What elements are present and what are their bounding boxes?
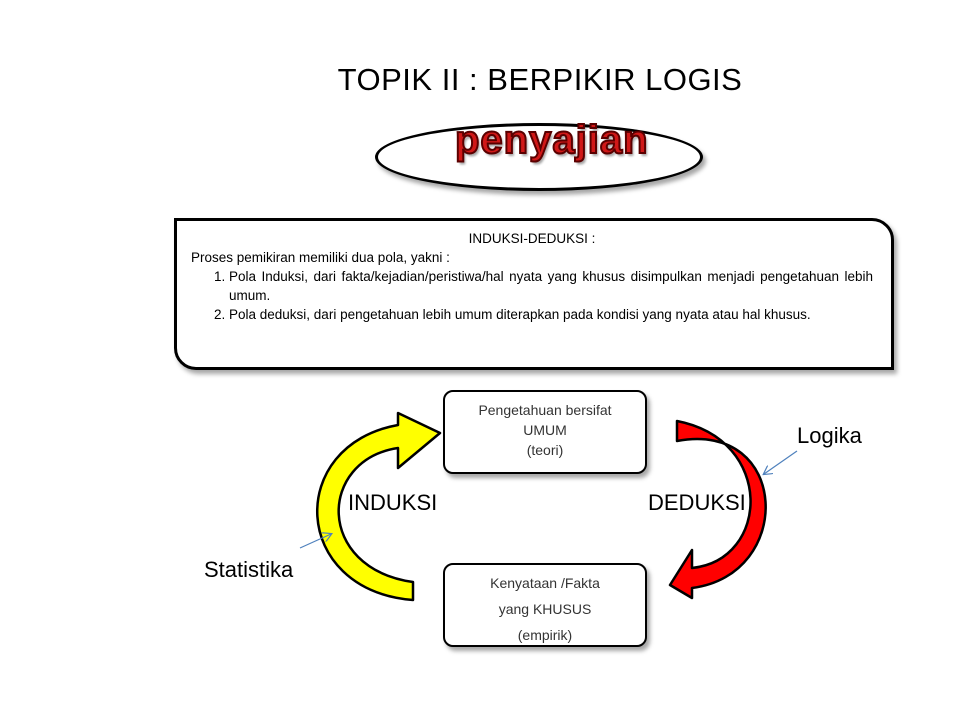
- induksi-label: INDUKSI: [348, 490, 438, 515]
- page-title: TOPIK II : BERPIKIR LOGIS: [337, 62, 743, 97]
- general-knowledge-box: [443, 390, 647, 474]
- penyajian-label: penyajian: [455, 118, 649, 162]
- logika-pointer-arrow: [764, 451, 797, 474]
- logika-label: Logika: [797, 423, 862, 448]
- specific-fact-line3: (empirik): [517, 627, 573, 643]
- specific-fact-line2: yang KHUSUS: [498, 601, 592, 617]
- definition-item-deduksi: 2. Pola deduksi, dari pengetahuan lebih umum diterapkan pada kondisi yang nyata atau hal khusus.: [229, 305, 873, 324]
- specific-fact-line1: Kenyataan /Fakta: [490, 575, 600, 591]
- definition-intro: Proses pemikiran memiliki dua pola, yakni :: [191, 250, 450, 265]
- deduksi-label: DEDUKSI: [648, 490, 746, 515]
- general-knowledge-line3: (teori): [526, 442, 564, 458]
- definition-heading: INDUKSI-DEDUKSI :: [468, 231, 596, 246]
- statistika-label: Statistika: [204, 557, 294, 582]
- specific-fact-box: [443, 563, 647, 647]
- definition-item-induksi: 1. Pola Induksi, dari fakta/kejadian/peristiwa/hal nyata yang khusus disimpulkan menjadi pengetahuan lebih umum.: [229, 267, 873, 305]
- general-knowledge-line1: Pengetahuan bersifat: [478, 402, 612, 418]
- general-knowledge-line2: UMUM: [523, 422, 567, 438]
